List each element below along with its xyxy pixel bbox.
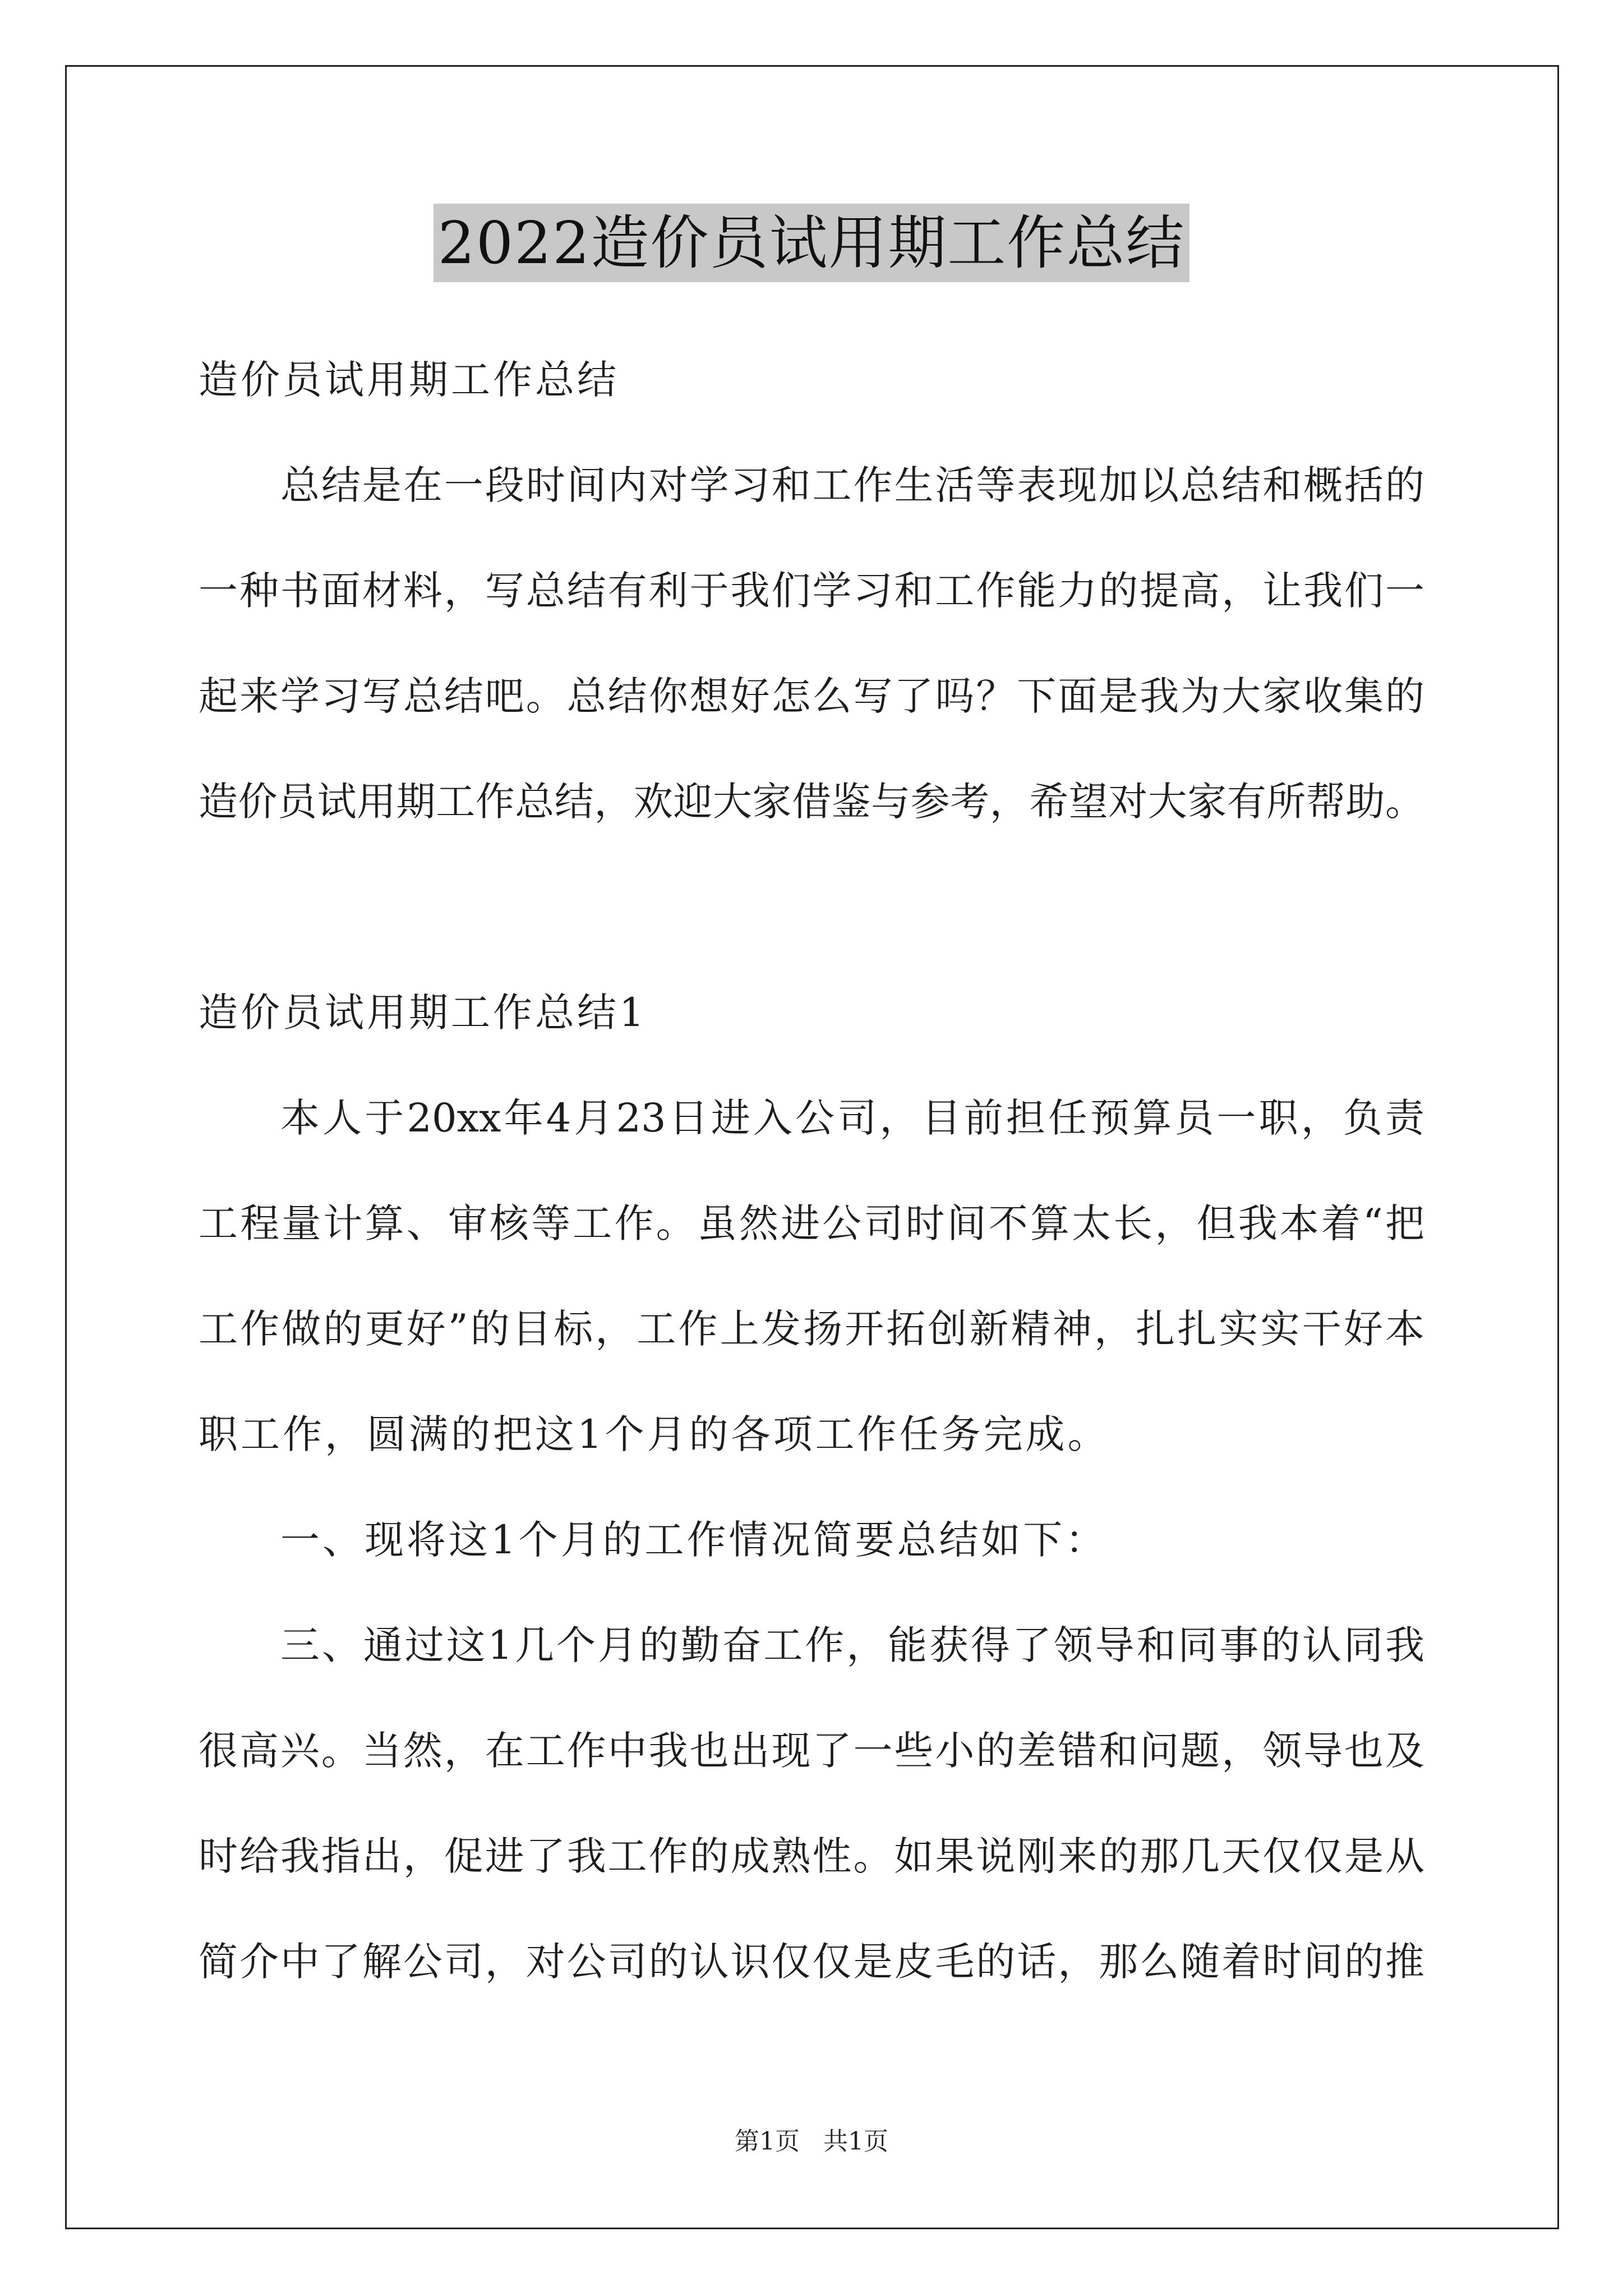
body-line-4: 职工作，圆满的把这1个月的各项工作任务完成。 (199, 1411, 1110, 1457)
body-line-5: 一、现将这1个月的工作情况简要总结如下： (280, 1517, 1108, 1563)
page-footer: 第1页 共1页 (735, 2127, 888, 2156)
body-line-3: 工作做的更好”的目标，工作上发扬开拓创新精神，扎扎实实干好本 (199, 1306, 1424, 1352)
intro-line-3: 起来学习写总结吧。总结你想好怎么写了吗？下面是我为大家收集的 (199, 673, 1424, 719)
intro-line-2: 一种书面材料，写总结有利于我们学习和工作能力的提高，让我们一 (199, 568, 1424, 614)
subtitle: 造价员试用期工作总结 (199, 357, 619, 403)
body-line-2: 工程量计算、审核等工作。虽然进公司时间不算太长，但我本着“把 (199, 1200, 1424, 1246)
body-line-1: 本人于20xx年4月23日进入公司，目前担任预算员一职，负责 (280, 1095, 1424, 1141)
title-container (0, 204, 1623, 282)
body-line-8: 时给我指出，促进了我工作的成熟性。如果说刚来的那几天仅仅是从 (199, 1833, 1424, 1879)
intro-line-1: 总结是在一段时间内对学习和工作生活等表现加以总结和概括的 (280, 462, 1424, 508)
section-heading: 造价员试用期工作总结1 (199, 990, 647, 1036)
body-line-6: 三、通过这1几个月的勤奋工作，能获得了领导和同事的认同我 (280, 1622, 1424, 1668)
intro-line-4: 造价员试用期工作总结，欢迎大家借鉴与参考，希望对大家有所帮助。 (199, 779, 1424, 825)
body-line-7: 很高兴。当然，在工作中我也出现了一些小的差错和问题，领导也及 (199, 1728, 1424, 1774)
document-title: 2022造价员试用期工作总结 (434, 204, 1190, 282)
body-line-9: 简介中了解公司，对公司的认识仅仅是皮毛的话，那么随着时间的推 (199, 1939, 1424, 1985)
